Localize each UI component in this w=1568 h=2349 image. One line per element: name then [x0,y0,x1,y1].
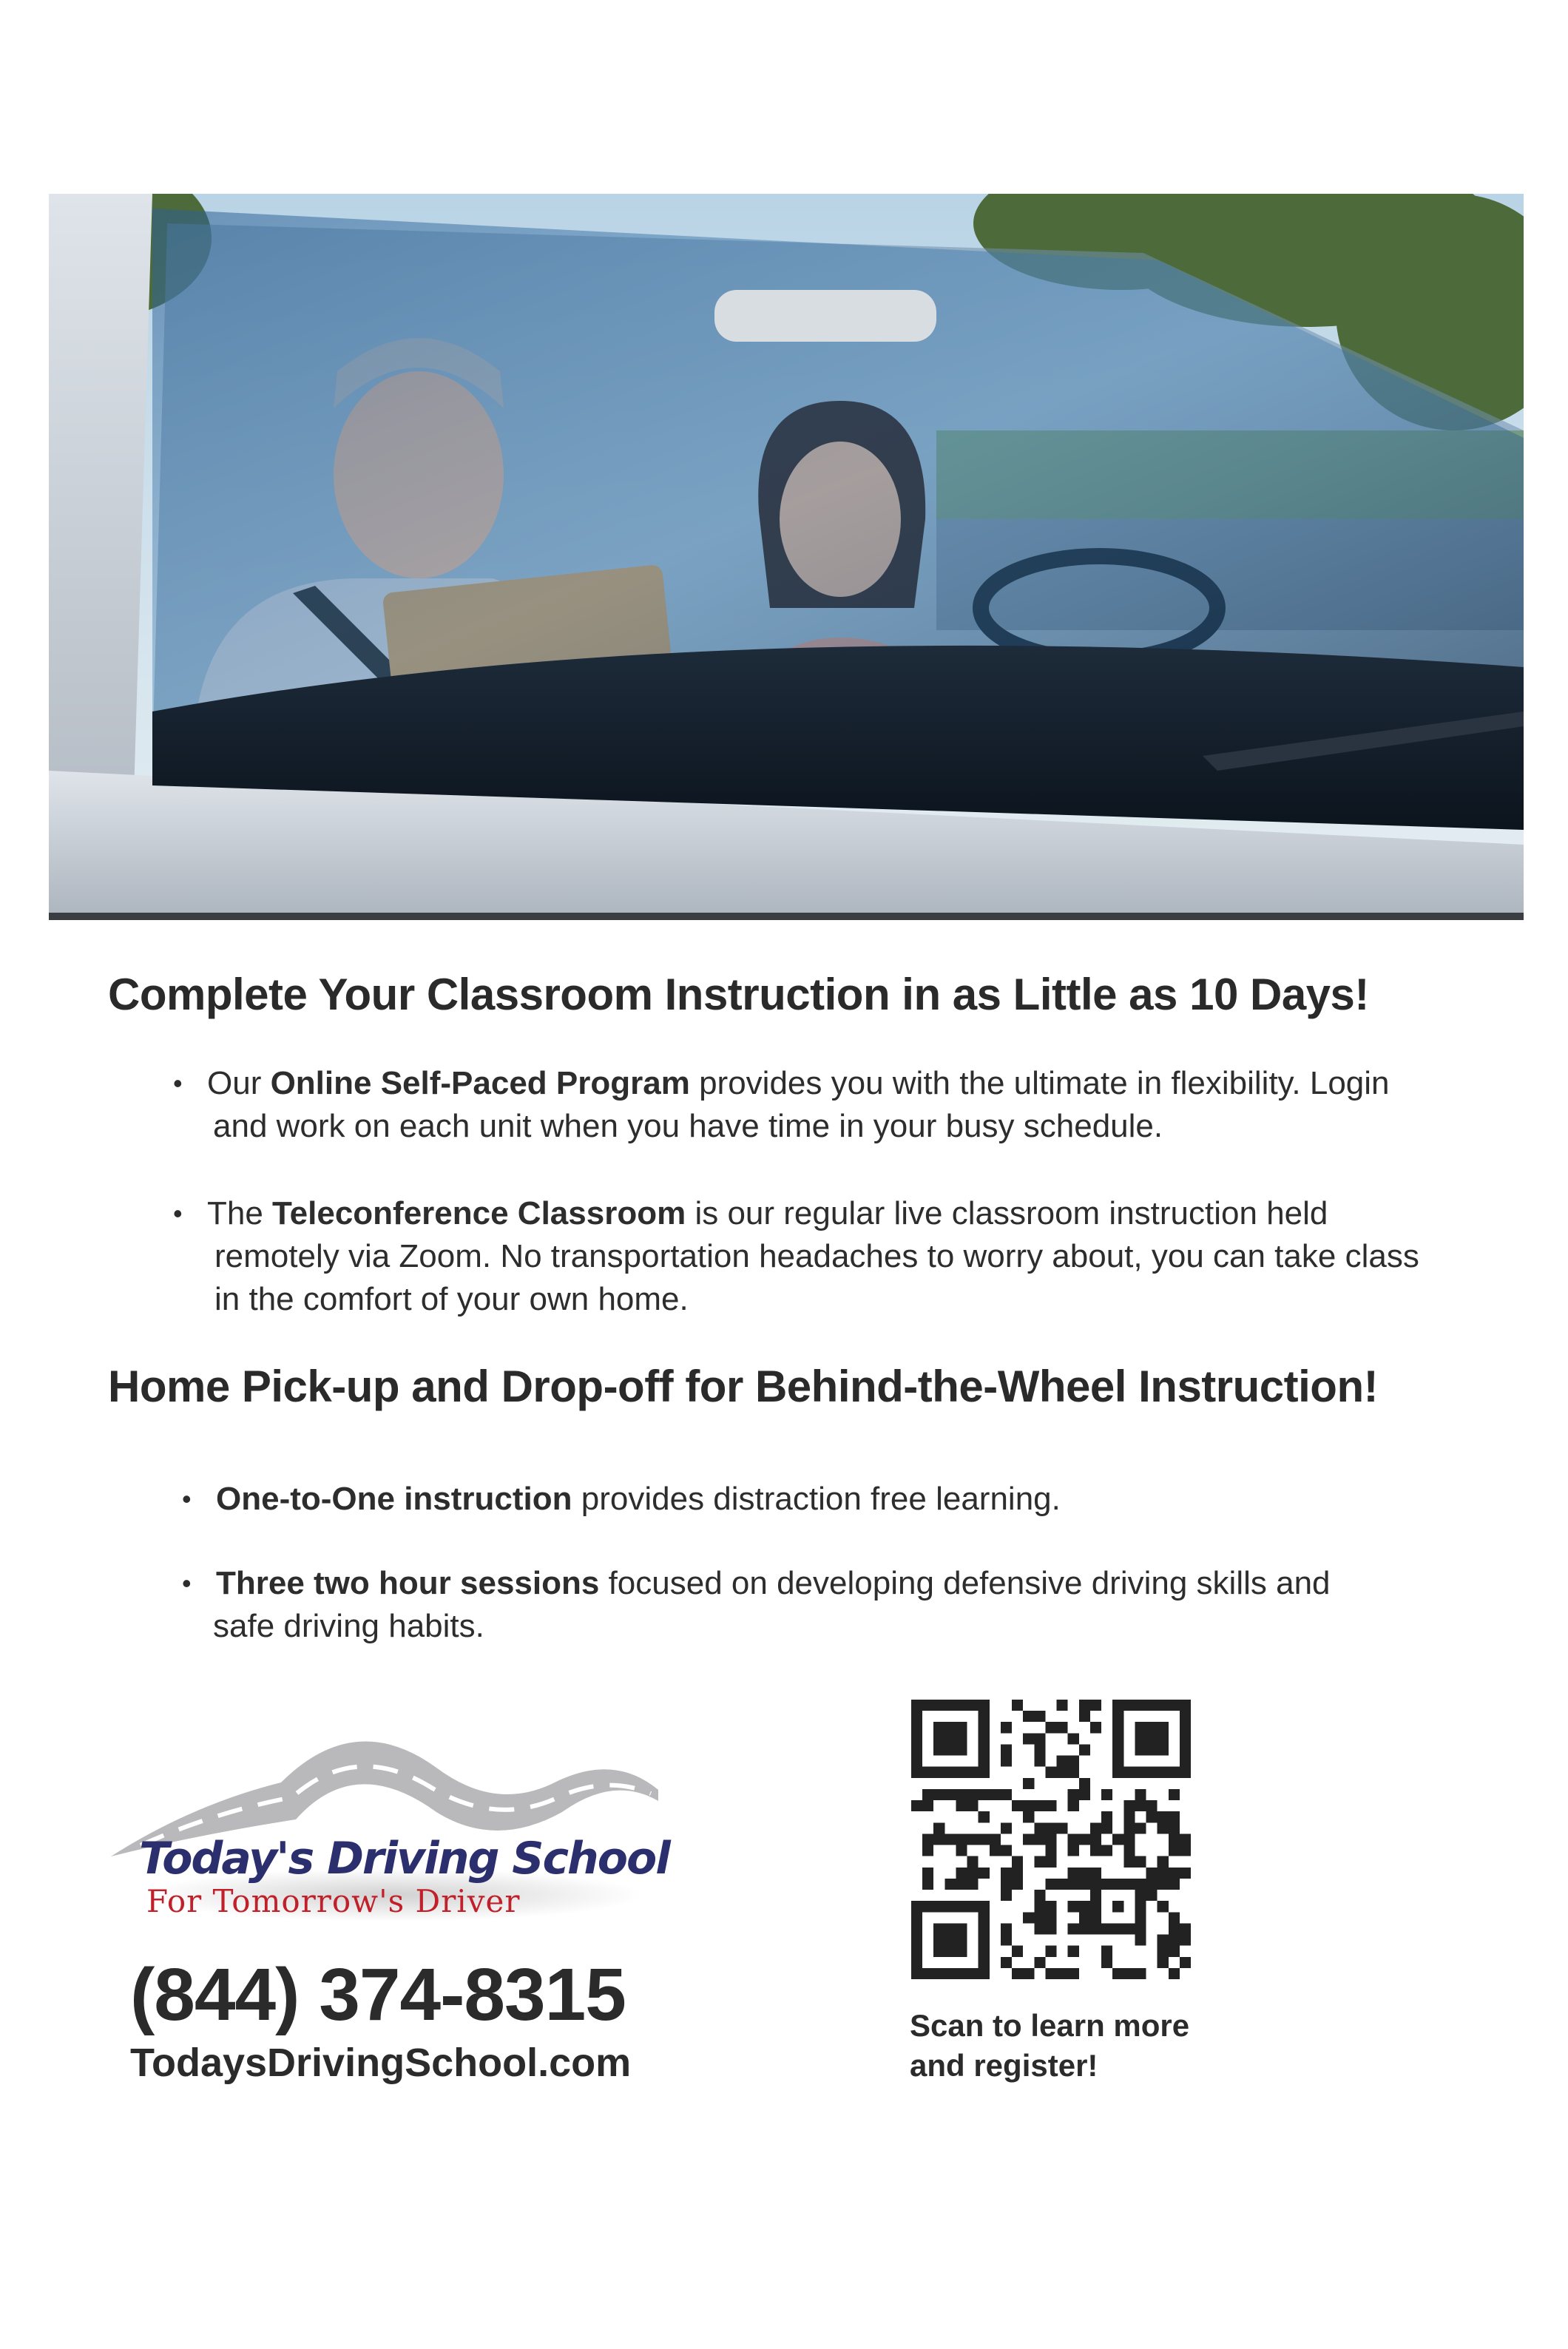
bullet-dot: • [182,1484,192,1514]
bullet-line: One-to-One instruction provides distraction free learning. [216,1481,1061,1517]
section-heading-classroom: Complete Your Classroom Instruction in as Little as 10 Days! [108,970,1369,1019]
logo-name: Today's Driving School [139,1833,669,1885]
bullet-online-program [173,1062,1390,1148]
bullet-teleconference [173,1192,1419,1321]
bullet-dot: • [173,1198,183,1228]
bullet-line: remotely via Zoom. No transportation headaches to worry about, you can take class [214,1238,1419,1274]
section-heading-behind-the-wheel: Home Pick-up and Drop-off for Behind-the-Wheel Instruction! [108,1362,1379,1411]
phone-number[interactable]: (844) 374-8315 [130,1953,626,2036]
bullet-three-sessions [182,1562,1331,1648]
bullet-line: safe driving habits. [213,1608,484,1644]
qr-code-icon[interactable] [911,1700,1191,1979]
website-link[interactable]: TodaysDrivingSchool.com [130,2041,632,2085]
bullet-line: Our Online Self-Paced Program provides you with the ultimate in flexibility. Login [207,1065,1390,1101]
bullet-line: and work on each unit when you have time in your busy schedule. [213,1108,1163,1144]
logo-tagline: For Tomorrow's Driver [146,1883,521,1919]
bullet-line: The Teleconference Classroom is our regular live classroom instruction held [207,1195,1328,1231]
school-logo [111,1701,673,1923]
bullet-line: Three two hour sessions focused on developing defensive driving skills and [216,1565,1331,1601]
bullet-line: in the comfort of your own home. [214,1281,689,1317]
hero-divider [49,913,1524,920]
bullet-one-to-one [182,1478,1061,1521]
qr-caption-line: Scan to learn more [910,2008,1190,2043]
qr-caption [910,2006,1189,2086]
hero-photo [49,194,1524,913]
bullet-dot: • [173,1068,183,1098]
bullet-dot: • [182,1568,192,1598]
qr-caption-line: and register! [910,2048,1098,2083]
